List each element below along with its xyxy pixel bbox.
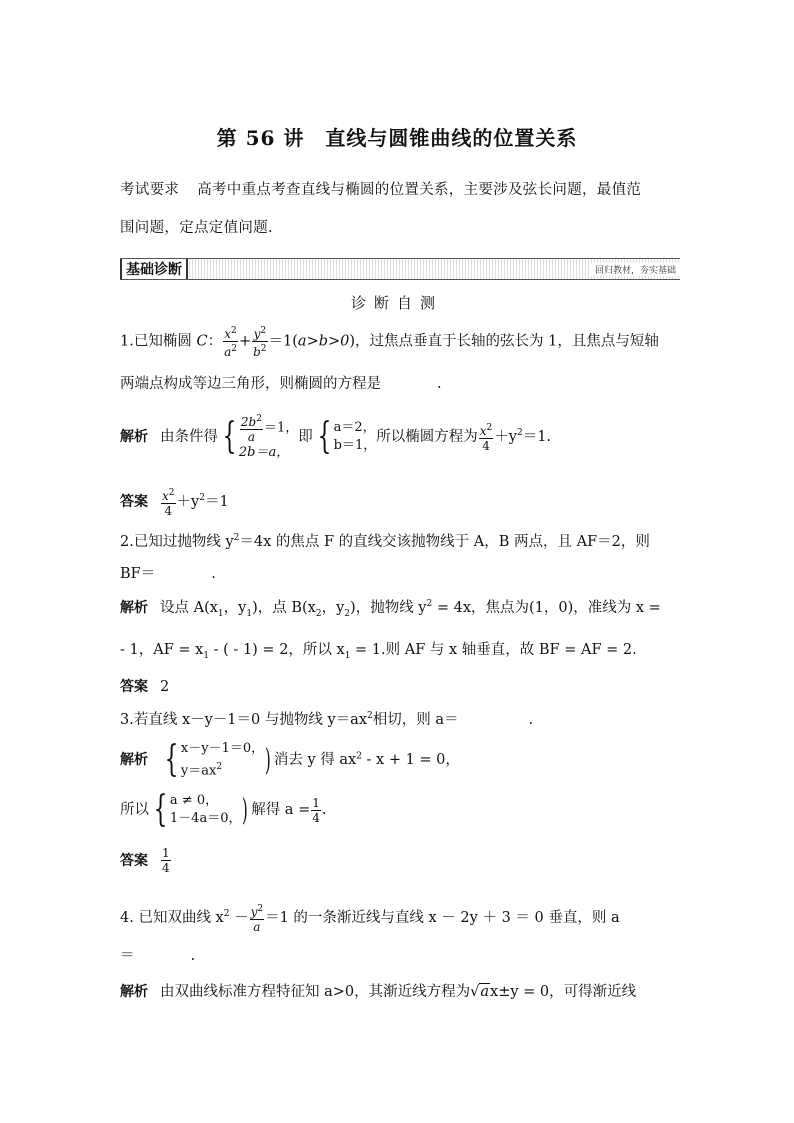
q2-a6: = 4x，焦点为(1，0)，准线为 x =	[432, 600, 661, 616]
q4-analysis-label: 解析	[120, 984, 148, 1000]
q3-mid: 消去 y 得 ax	[273, 752, 357, 769]
q1-sys2-r2: b＝1，	[333, 438, 377, 453]
section-banner	[120, 258, 680, 280]
q2-a5: )，抛物线 y	[350, 600, 427, 616]
q3-result: 解得 a =	[251, 802, 311, 818]
q3-analysis: 解析 { x－y－1＝0， $y=ax^2$ ) 消去 y 得 $ax^2 - x + 1 = 0$，	[120, 739, 460, 781]
q3-text-2: 相切，则 a＝	[372, 712, 459, 728]
q3-text: 3.若直线 x－y－1＝0 与抛物线 y＝ax	[120, 712, 367, 728]
question-2-cont	[120, 562, 680, 583]
q1-line-2: 两端点构成等边三角形，则椭圆的方程是	[120, 376, 381, 392]
q1-period: .	[437, 376, 442, 392]
q3-answer-frac	[161, 846, 171, 875]
q1-mid: 即	[298, 429, 313, 445]
q2-analysis-label: 解析	[120, 600, 148, 616]
q2-a3: )，点 B(x	[252, 600, 316, 616]
q2-line-2: BF＝	[120, 566, 156, 582]
q1-post-2: ＋y	[494, 429, 517, 445]
q1-var: C	[196, 333, 208, 350]
question-1-cont	[120, 372, 680, 393]
q3-res-num: 1	[312, 795, 320, 810]
q3-system-2: { a ≠ 0， 1－4a＝0， )	[153, 789, 249, 830]
exam-requirement-label: 考试要求	[120, 182, 180, 198]
q4-line-2: ＝	[120, 948, 135, 964]
q3-pre2: 所以	[120, 802, 149, 818]
q3-mid-2: - x + 1 = 0，	[361, 752, 460, 769]
q3-ans-num: 1	[162, 846, 170, 860]
q3-sys2-r1: a ≠ 0，	[169, 793, 219, 808]
q2-analysis: 解析 设点 $A(x_1$，$y_1$)，点 $B(x_2$，$y_2$)，抛物线 $y^2 = 4x$，焦点为(1，0)，准线为 x =	[120, 599, 661, 619]
q2-period: .	[211, 566, 216, 582]
q1-cond: a>b>0	[297, 333, 350, 350]
q4-period: .	[190, 948, 196, 964]
q1-post-frac: $\frac{x^2}{4}$	[479, 423, 493, 453]
q2-b1: - 1，AF = x	[120, 642, 204, 658]
q3-analysis-label: 解析	[120, 752, 148, 769]
q2-text-2: ＝4x 的焦点 F 的直线交该抛物线于 A，B 两点，且 AF＝2，则	[239, 534, 650, 550]
question-1: 1.已知椭圆 C： $\frac{x^2}{a^2}$ + $\frac{y^2}{b^2}$ ＝1(a>b>0)，过焦点垂直于长轴的弦长为 1，且焦点与短轴	[120, 326, 659, 359]
q1-system-2: { a＝2， b＝1，	[317, 416, 377, 457]
q1-analysis-text: 由条件得	[160, 429, 218, 445]
q3-analysis-cont: 所以 { a ≠ 0， 1－4a＝0， ) 解得 a = $\frac{1}{4}$ .	[120, 789, 327, 830]
q3-system-1: { x－y－1＝0， $y=ax^2$ )	[164, 739, 271, 781]
q3-answer-label: 答案	[120, 852, 148, 869]
q1-answer-frac: $\frac{x^2}{4}$	[162, 488, 175, 518]
sqrt-symbol: √a	[470, 984, 490, 1000]
section-banner-subtitle: 回归教材，夯实基础	[591, 263, 680, 276]
q4-analysis	[120, 980, 680, 1001]
exam-requirement-cont: 围问题，定点定值问题.	[120, 220, 273, 236]
q1-system-1: { $\frac{2b^2}{a}$ ＝1， 2b＝a，	[222, 414, 299, 460]
question-3: 3.若直线 x－y－1＝0 与抛物线 $y=ax^2$相切，则 a＝ .	[120, 711, 534, 728]
q1-text-2: )，过焦点垂直于长轴的弦长为 1，且焦点与短轴	[349, 333, 659, 350]
section-subheading: 诊断自测	[350, 294, 443, 312]
q2-a2: ，y	[223, 600, 247, 616]
q1-colon: ：	[207, 333, 223, 350]
q3-period: .	[528, 712, 534, 728]
q4-text: 4. 已知双曲线 x	[120, 910, 224, 926]
q2-b3: = 1.则 AF 与 x 轴垂直，故 BF = AF = 2.	[350, 642, 637, 658]
q1-answer-text: ＋y	[176, 494, 200, 510]
q2-analysis-cont: - 1，AF = $x_1$ - ( - 1) = 2，所以 $x_1 = 1$.则 AF 与 x 轴垂直，故 BF = AF = 2.	[120, 642, 637, 661]
q2-b2: - ( - 1) = 2，所以 x	[209, 642, 345, 658]
q1-analysis: 解析 由条件得 { $\frac{2b^2}{a}$ ＝1， 2b＝a， 即 { a＝2， b＝1， 所以椭圆方程为 $\frac{x^2}{4}$ $+y^2=1$.	[120, 414, 552, 460]
q1-analysis-label: 解析	[120, 429, 148, 445]
q4-a2: x±y = 0，可得渐近线	[490, 984, 637, 1000]
q3-sys-r2: y＝ax	[180, 763, 217, 779]
q4-minus: －	[229, 910, 249, 926]
q3-answer	[120, 846, 680, 875]
q1-answer-label: 答案	[120, 494, 148, 510]
q2-text: 2.已知过抛物线 y	[120, 534, 234, 550]
section-banner-title: 基础诊断	[120, 259, 188, 279]
exam-requirement-text-1: 高考中重点考查直线与椭圆的位置关系，主要涉及弦长问题，最值范	[197, 182, 642, 198]
q2-a4: ，y	[321, 600, 345, 616]
q4-text-2: ＝1 的一条渐近线与直线 x － 2y ＋ 3 ＝ 0 垂直，则 a	[265, 910, 620, 926]
q1-frac-y: $\frac{y^2}{b^2}$	[253, 326, 267, 359]
q1-sys2-r1: a＝2，	[333, 420, 376, 435]
q3-sys-r1: x－y－1＝0，	[180, 741, 265, 756]
q4-frac: $\frac{y^2}{a}$	[250, 904, 264, 934]
q1-sys-r1: ＝1，	[263, 420, 299, 436]
exam-requirement	[120, 178, 680, 199]
q1-answer-text-2: ＝1	[204, 494, 229, 510]
q3-sys2-r2: 1－4a＝0，	[169, 811, 242, 826]
question-2: 2.已知过抛物线 $y^2=4x$ 的焦点 F 的直线交该抛物线于 A，B 两点，且 AF＝2，则	[120, 533, 650, 550]
q3-result-frac	[311, 796, 321, 825]
q2-answer-label: 答案	[120, 679, 148, 695]
q1-eq: ＝1(	[268, 333, 298, 350]
q2-a1: 设点 A(x	[160, 600, 218, 616]
q1-post-3: ＝1.	[522, 429, 552, 445]
q2-answer-value: 2	[160, 679, 170, 695]
q4-a1: 由双曲线标准方程特征知 a>0，其渐近线方程为	[160, 984, 471, 1000]
q1-answer: 答案 $\frac{x^2}{4}$ $+y^2=1$	[120, 488, 229, 518]
page-title: 第 56 讲 直线与圆锥曲线的位置关系	[216, 126, 578, 150]
q3-ans-den: 4	[162, 861, 170, 875]
question-4-cont	[120, 944, 680, 965]
question-4: 4. 已知双曲线 $x^2$ － $\frac{y^2}{a}$ ＝1 的一条渐近线与直线 x － 2y ＋ 3 ＝ 0 垂直，则 a	[120, 904, 620, 934]
q3-res-den: 4	[312, 810, 320, 825]
q1-frac-x: $\frac{x^2}{a^2}$	[224, 326, 237, 359]
q2-answer	[120, 676, 680, 696]
q1-sys-r2: 2b＝a，	[238, 445, 290, 460]
q1-text: 1.已知椭圆	[120, 333, 197, 350]
q1-post: 所以椭圆方程为	[376, 429, 478, 445]
